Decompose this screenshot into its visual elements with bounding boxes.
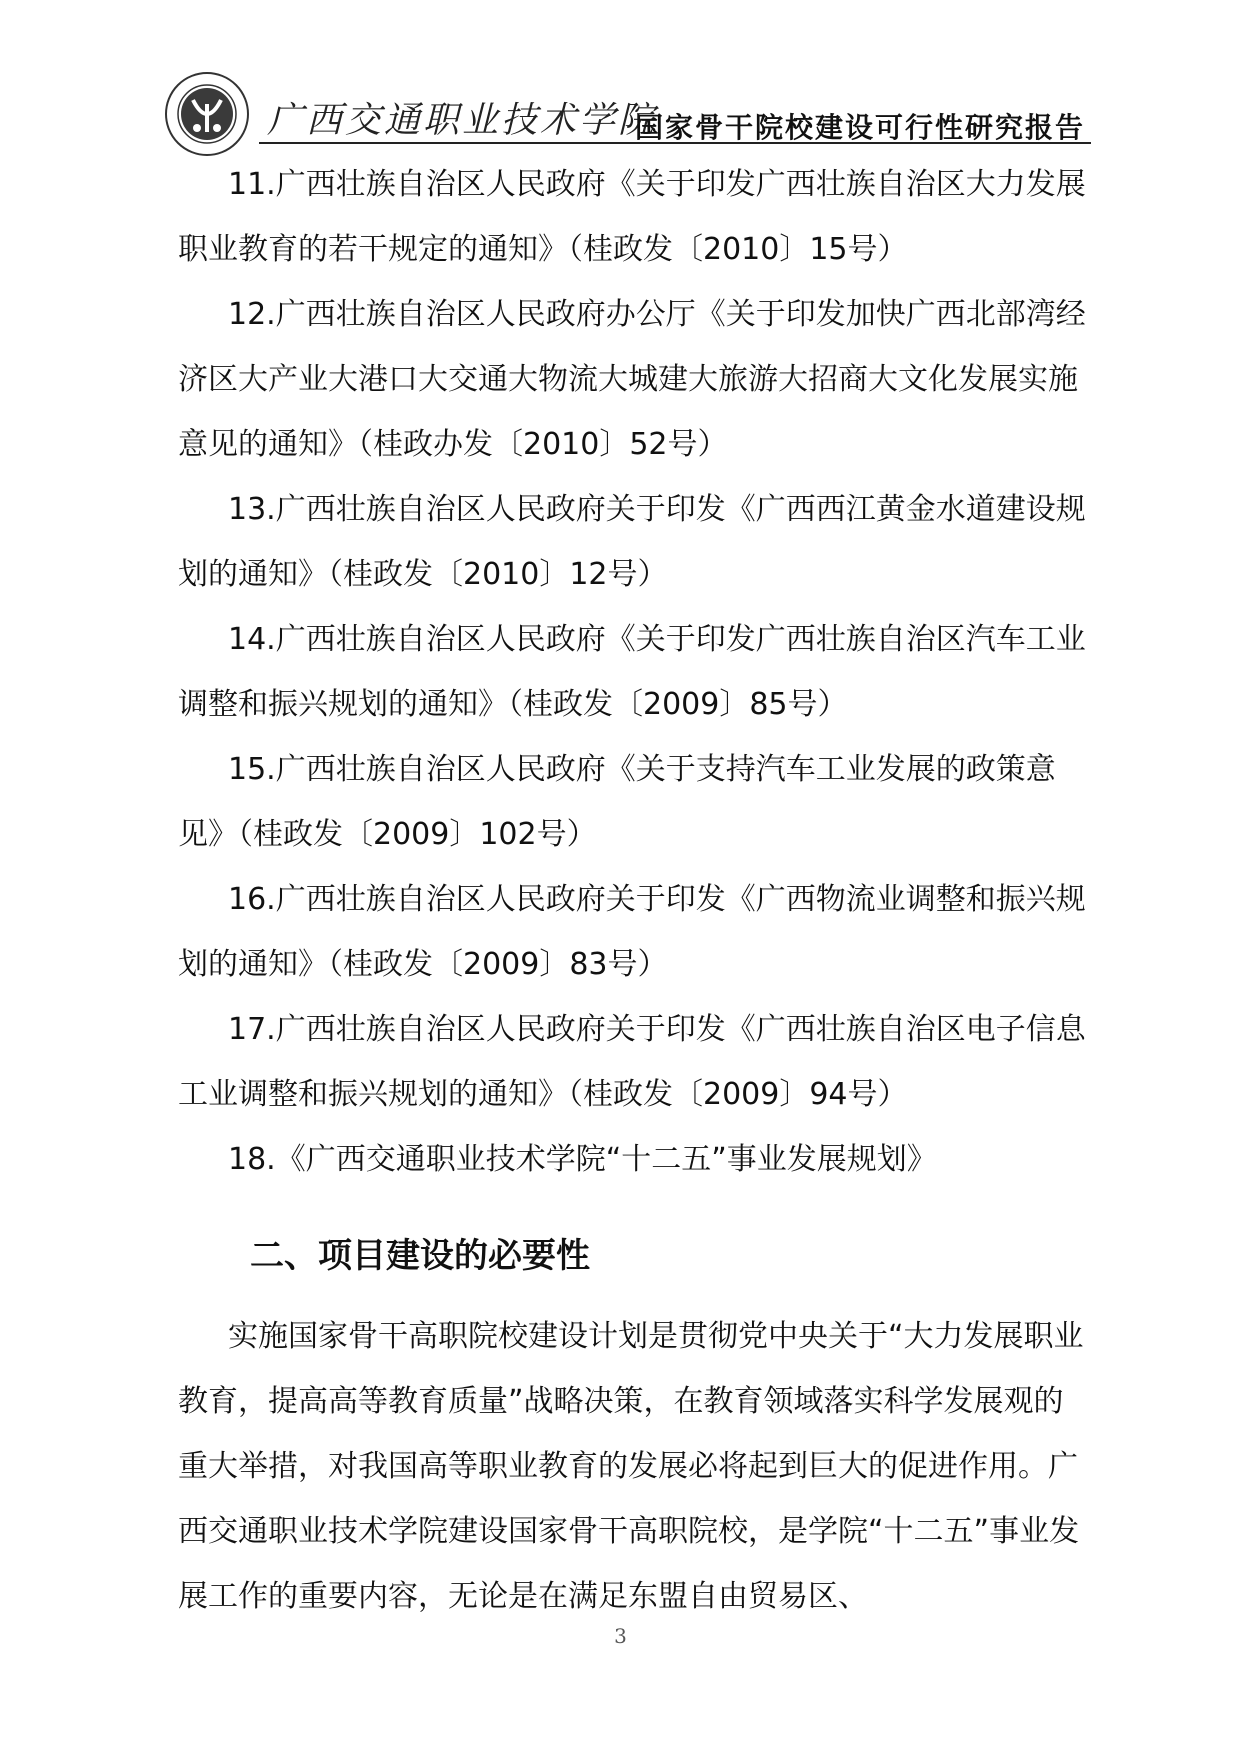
reference-item-16: 16.广西壮族自治区人民政府关于印发《广西物流业调整和振兴规划的通知》（桂政发〔2009〕83号） bbox=[178, 882, 1086, 982]
reference-item-11: 11.广西壮族自治区人民政府《关于印发广西壮族自治区大力发展职业教育的若干规定的通知》（桂政发〔2010〕15号） bbox=[178, 167, 1086, 267]
reference-item-13: 13.广西壮族自治区人民政府关于印发《广西西江黄金水道建设规划的通知》（桂政发〔2010〕12号） bbox=[178, 492, 1086, 592]
header-divider bbox=[259, 142, 1091, 144]
school-name: 广西交通职业技术学院 bbox=[267, 100, 658, 141]
section-heading: 二、项目建设的必要性 bbox=[250, 1236, 590, 1276]
reference-item-17: 17.广西壮族自治区人民政府关于印发《广西壮族自治区电子信息工业调整和振兴规划的通知》（桂政发〔2009〕94号） bbox=[178, 1012, 1086, 1112]
page-content bbox=[178, 152, 1093, 1629]
reference-item-12: 12.广西壮族自治区人民政府办公厅《关于印发加快广西北部湾经济区大产业大港口大交通大物流大城建大旅游大招商大文化发展实施意见的通知》（桂政办发〔2010〕52号） bbox=[178, 297, 1086, 462]
body-paragraph: 实施国家骨干高职院校建设计划是贯彻党中央关于“大力发展职业教育，提高高等教育质量”战略决策，在教育领域落实科学发展观的重大举措，对我国高等职业教育的发展必将起到巨大的促进作用。广西交通职业技术学院建设国家骨干高职院校，是学院“十二五”事业发展工作的重要内容，无论是在满足东盟自由贸易区、 bbox=[178, 1319, 1084, 1614]
reference-item-18: 18.《广西交通职业技术学院“十二五”事业发展规划》 bbox=[228, 1142, 937, 1177]
report-title: 国家骨干院校建设可行性研究报告 bbox=[634, 111, 1085, 144]
page-number: 3 bbox=[614, 1624, 627, 1648]
reference-item-14: 14.广西壮族自治区人民政府《关于印发广西壮族自治区汽车工业调整和振兴规划的通知》（桂政发〔2009〕85号） bbox=[178, 622, 1086, 722]
page-header bbox=[163, 62, 1091, 146]
reference-item-15: 15.广西壮族自治区人民政府《关于支持汽车工业发展的政策意见》（桂政发〔2009〕102号） bbox=[178, 752, 1056, 852]
school-logo-icon bbox=[163, 70, 251, 158]
